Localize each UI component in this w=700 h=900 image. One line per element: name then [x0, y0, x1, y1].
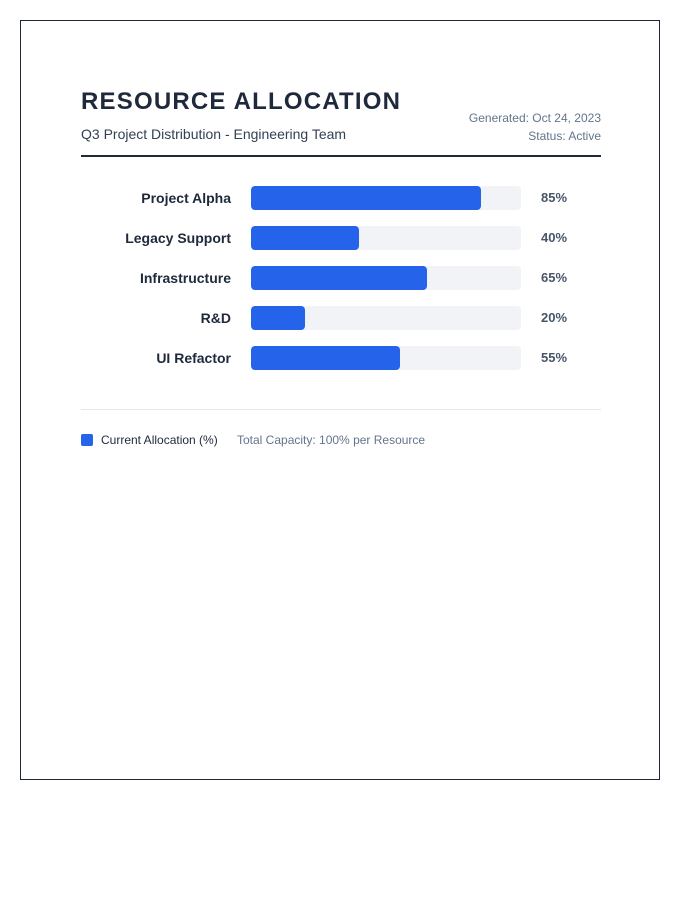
bar-row	[81, 186, 601, 210]
bar	[251, 226, 359, 250]
allocation-bar-chart	[81, 181, 601, 381]
generated-date: Generated: Oct 24, 2023	[468, 111, 601, 125]
report-card	[20, 20, 660, 780]
bar-row	[81, 346, 601, 370]
bar-category-label: Infrastructure	[139, 270, 231, 286]
bar-category-label: R&D	[200, 310, 231, 326]
bar-track	[251, 226, 521, 250]
status-text: Status: Active	[528, 129, 601, 143]
bar-value-label: 55%	[541, 350, 568, 365]
bar-value-label: 20%	[541, 310, 568, 325]
report-meta	[469, 109, 601, 145]
bar-category-label: UI Refactor	[156, 350, 231, 366]
chart-legend	[81, 409, 601, 460]
capacity-note: Total Capacity: 100% per Resource	[237, 433, 426, 447]
legend-swatch	[81, 434, 93, 446]
bar-row	[81, 226, 601, 250]
page-subtitle: Q3 Project Distribution - Engineering Team	[81, 126, 347, 142]
report-header	[81, 87, 601, 157]
bar-row	[81, 266, 601, 290]
bar-track	[251, 346, 521, 370]
bar-value-label: 40%	[541, 230, 568, 245]
bar-category-label: Project Alpha	[141, 190, 231, 206]
bar	[251, 306, 305, 330]
bar	[251, 266, 427, 290]
page-title: RESOURCE ALLOCATION	[81, 88, 402, 115]
bar-row	[81, 306, 601, 330]
bar-category-label: Legacy Support	[125, 230, 231, 246]
bar-track	[251, 186, 521, 210]
bar	[251, 186, 481, 210]
bar-value-label: 65%	[541, 270, 568, 285]
bar-track	[251, 306, 521, 330]
legend-label: Current Allocation (%)	[101, 433, 218, 447]
bar	[251, 346, 400, 370]
bar-track	[251, 266, 521, 290]
bar-value-label: 85%	[541, 190, 568, 205]
